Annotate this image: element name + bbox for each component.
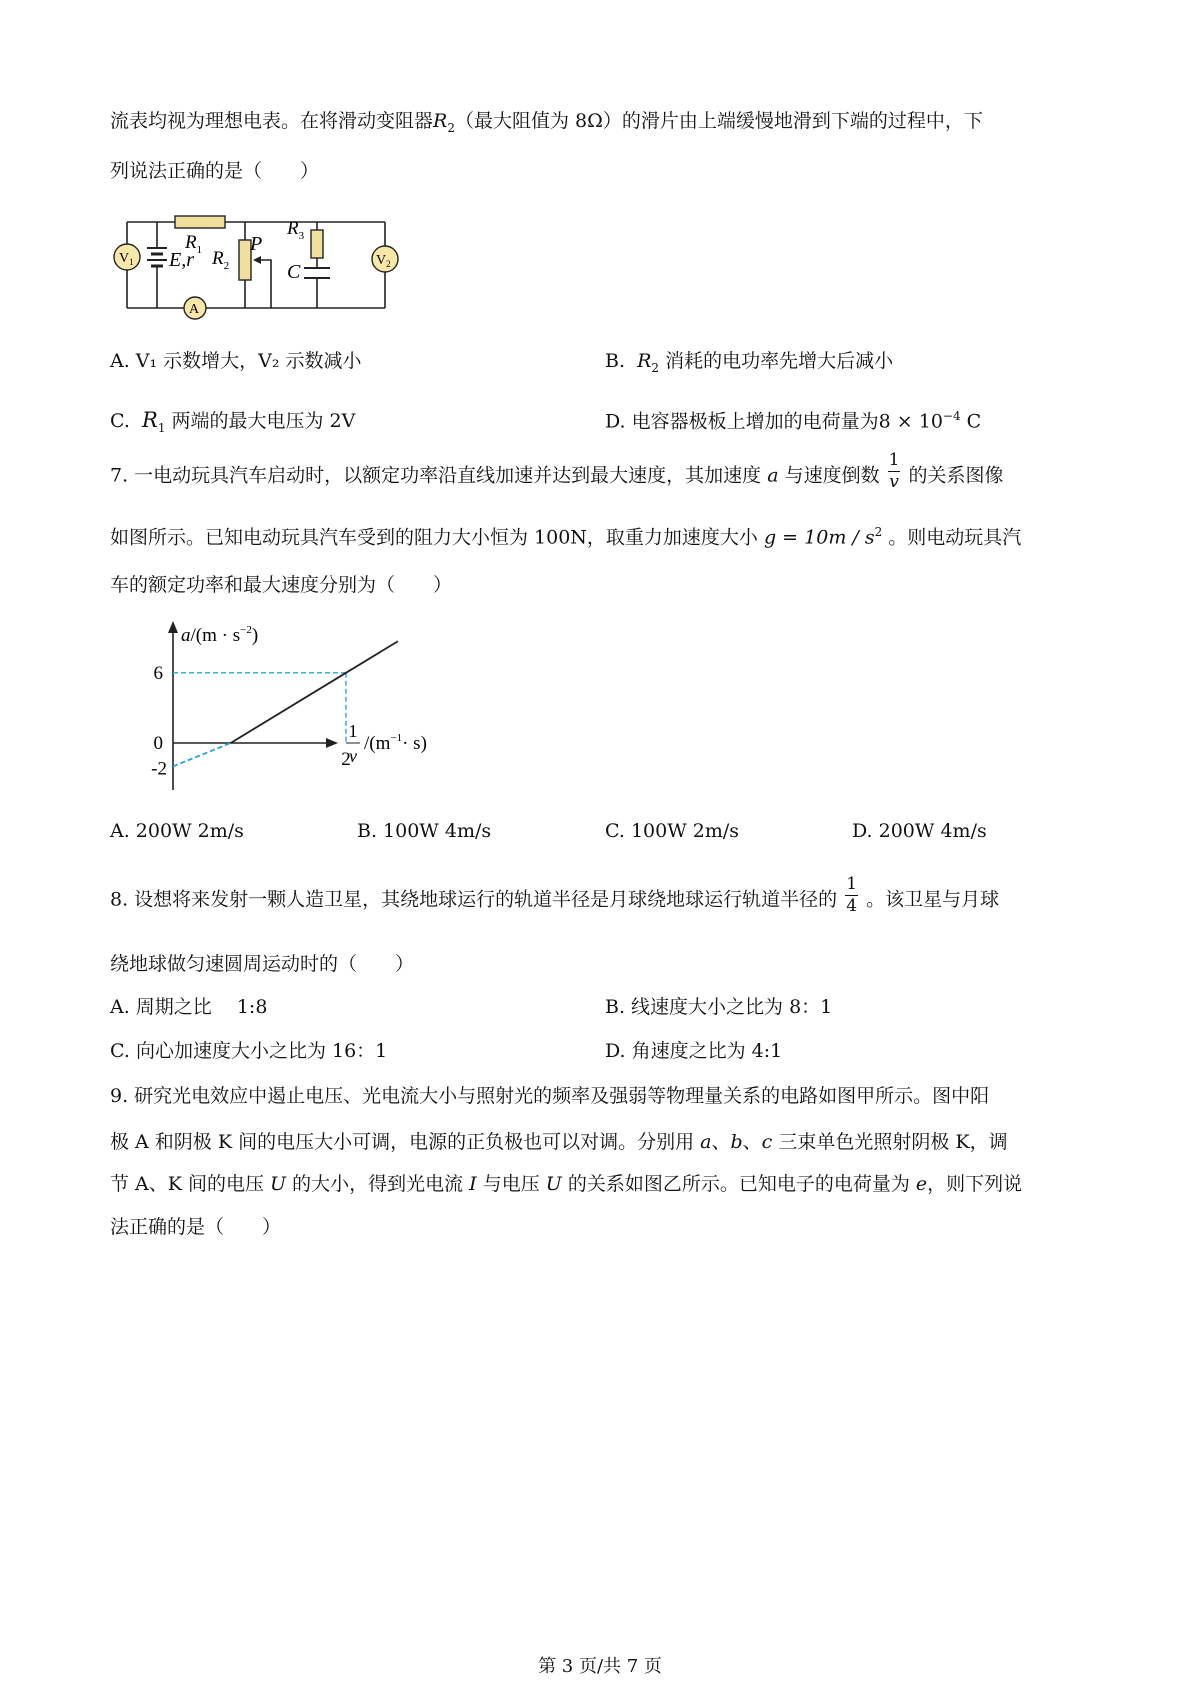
q7-g-exponent: 2 (874, 525, 883, 539)
q8-quarter-fraction: $\frac{1}{4}$ (846, 874, 858, 916)
q6-option-d[interactable] (605, 410, 981, 431)
q7-line2 (110, 526, 1021, 547)
q9-line2 (110, 1133, 1008, 1152)
y-axis-label: $a/(m \cdot s^{-2})$ (181, 624, 259, 646)
q8-line2-text: 绕地球做匀速圆周运动时的（ ） (110, 953, 415, 975)
q7-line2-text-a: 如图所示。已知电动玩具汽车受到的阻力大小恒为 100N，取重力加速度大小 (110, 526, 758, 549)
x-tick-label: 2 (341, 749, 351, 770)
q7-option-c[interactable]: C. 100W 2m/s (605, 820, 740, 842)
emf-label: E,r (169, 249, 194, 271)
q9-light-a: a (700, 1131, 712, 1153)
q9-line3-text-d: 的关系如图乙所示。已知电子的电荷量为 (567, 1173, 910, 1195)
y-tick-label: 0 (153, 733, 163, 754)
r1-resistor (175, 216, 225, 228)
q6-option-b-subscript: 2 (651, 360, 660, 375)
q9-line3-text-c: 与电压 (482, 1173, 540, 1195)
q6-intro-line1 (110, 112, 983, 134)
q6-option-c[interactable] (110, 410, 355, 434)
q6-option-d-exponent: −4 (942, 409, 961, 423)
q6-option-b-symbol: R (637, 350, 652, 372)
svg-text:V2: $V_2$ (376, 253, 391, 269)
q7-inverse-v-fraction: $\frac{1}{v}$ (888, 450, 900, 492)
series-line (231, 641, 398, 743)
q6-r2-subscript: 2 (447, 120, 455, 135)
q8-option-d[interactable]: D. 角速度之比为 4:1 (605, 1040, 783, 1062)
q9-line4-text: 法正确的是（ ） (110, 1216, 282, 1238)
q6-intro-line2 (110, 162, 319, 181)
q9-line3 (110, 1175, 1022, 1194)
x-axis-label-unit: $/(m^{-1}\cdot s)$ (364, 732, 427, 754)
x-axis-arrow (326, 738, 338, 748)
q6-option-b[interactable] (605, 352, 893, 374)
battery (147, 248, 167, 266)
capacitor-label: C (287, 261, 301, 283)
q6-option-d-text: D. 电容器极板上增加的电荷量为 (605, 410, 879, 433)
q7-line1-text-a: 7. 一电动玩具汽车启动时，以额定功率沿直线加速并达到最大速度，其加速度 (110, 464, 762, 487)
r1-label: R (185, 232, 197, 253)
q8-option-c[interactable]: C. 向心加速度大小之比为 16：1 (110, 1040, 388, 1062)
x-axis-label-numerator: 1 (348, 721, 358, 741)
page-footer: 第 3 页/共 7 页 (538, 1656, 662, 1677)
q7-option-d[interactable]: D. 200W 4m/s (852, 820, 987, 842)
q9-voltage-symbol-2: U (545, 1173, 562, 1195)
q7-line1-text-c: 的关系图像 (908, 464, 1004, 487)
v1-label: V (119, 251, 130, 266)
q7-option-b[interactable]: B. 100W 4m/s (357, 820, 492, 842)
q6-intro-text-b: （最大阻值为 8Ω）的滑片由上端缓慢地滑到下端的过程中，下 (454, 110, 983, 132)
q9-line3-text-a: 节 A、K 间的电压 (110, 1173, 264, 1195)
q8-line1 (110, 874, 1000, 916)
y-tick-label: 6 (153, 662, 163, 684)
q8-option-a[interactable]: A. 周期之比 1:8 (110, 996, 268, 1018)
q7-g-expression: g = 10m / s (763, 526, 875, 549)
q6-option-b-prefix: B. (605, 350, 626, 372)
q7-line1 (110, 450, 1004, 492)
r3-label: R (287, 218, 299, 239)
y-axis-arrow (168, 621, 178, 633)
q8-option-b[interactable]: B. 线速度大小之比为 8：1 (605, 996, 833, 1018)
q8-line1-text-a: 8. 设想将来发射一颗人造卫星，其绕地球运行的轨道半径是月球绕地球运行轨道半径的 (110, 888, 838, 911)
q6-intro-text-c: 列说法正确的是（ ） (110, 160, 320, 182)
q9-line3-text-b: 的大小，得到光电流 (292, 1173, 464, 1195)
q9-current-symbol: I (469, 1173, 477, 1195)
q6-option-a[interactable]: A. V₁ 示数增大，V₂ 示数减小 (110, 350, 362, 372)
q6-option-c-text: 两端的最大电压为 2V (171, 410, 356, 432)
acceleration-vs-inverse-velocity-chart (105, 615, 485, 800)
q9-charge-symbol: e (915, 1173, 928, 1195)
q9-line4 (110, 1218, 281, 1237)
q9-light-c: c (761, 1131, 773, 1153)
q9-line2-text-a: 极 A 和阴极 K 间的电压大小可调，电源的正负极也可以对调。分别用 (110, 1131, 695, 1153)
q8-line1-text-b: 。该卫星与月球 (866, 888, 1000, 911)
q9-line3-text-e: ，则下列说 (927, 1173, 1023, 1195)
y-tick-label: -2 (151, 758, 167, 780)
x-axis-label-denominator: v (349, 746, 357, 766)
svg-text:R2: $R_2$ (212, 248, 230, 272)
q6-option-d-value: 8 × 10 (878, 410, 943, 433)
r3-resistor (311, 230, 323, 258)
q6-option-c-subscript: 1 (157, 420, 166, 435)
q6-option-d-unit: C (966, 410, 982, 433)
slider-p-label: P (250, 233, 263, 255)
q9-line1-text: 9. 研究光电效应中遏止电压、光电流大小与照射光的频率及强弱等物理量关系的电路如图甲所示。图中阳 (110, 1085, 990, 1107)
q6-intro-text-a: 流表均视为理想电表。在将滑动变阻器 (110, 110, 434, 132)
q9-line2-text-b: 三束单色光照射阴极 K，调 (778, 1131, 1008, 1153)
q7-line3 (110, 576, 452, 595)
series-line-extension (173, 743, 231, 766)
q6-option-c-prefix: C. (110, 410, 130, 432)
svg-text:R1: $R_1$ (185, 232, 203, 256)
svg-text:V1: $V_1$ (119, 251, 134, 267)
r2-label: R (212, 248, 224, 269)
circuit-diagram (105, 200, 405, 350)
q7-line3-text: 车的额定功率和最大速度分别为（ ） (110, 574, 453, 596)
q7-line2-text-b: 。则电动玩具汽 (888, 526, 1022, 549)
q7-a-symbol: a (767, 464, 779, 487)
q6-option-b-text: 消耗的电功率先增大后减小 (665, 350, 894, 372)
q9-voltage-symbol-1: U (270, 1173, 287, 1195)
q9-light-b: b (730, 1131, 743, 1153)
ammeter-label: A (189, 302, 200, 317)
q9-separator-2: 、 (742, 1131, 762, 1153)
q9-separator-1: 、 (711, 1131, 731, 1153)
q7-line1-text-b: 与速度倒数 (784, 464, 880, 487)
q7-option-a[interactable]: A. 200W 2m/s (110, 820, 244, 842)
q9-line1 (110, 1087, 989, 1106)
q6-r2-symbol: R (433, 110, 448, 132)
q6-option-c-symbol: R (142, 408, 158, 432)
svg-text:R3: $R_3$ (287, 218, 305, 242)
v2-label: V (376, 253, 387, 268)
q8-line2 (110, 955, 414, 974)
